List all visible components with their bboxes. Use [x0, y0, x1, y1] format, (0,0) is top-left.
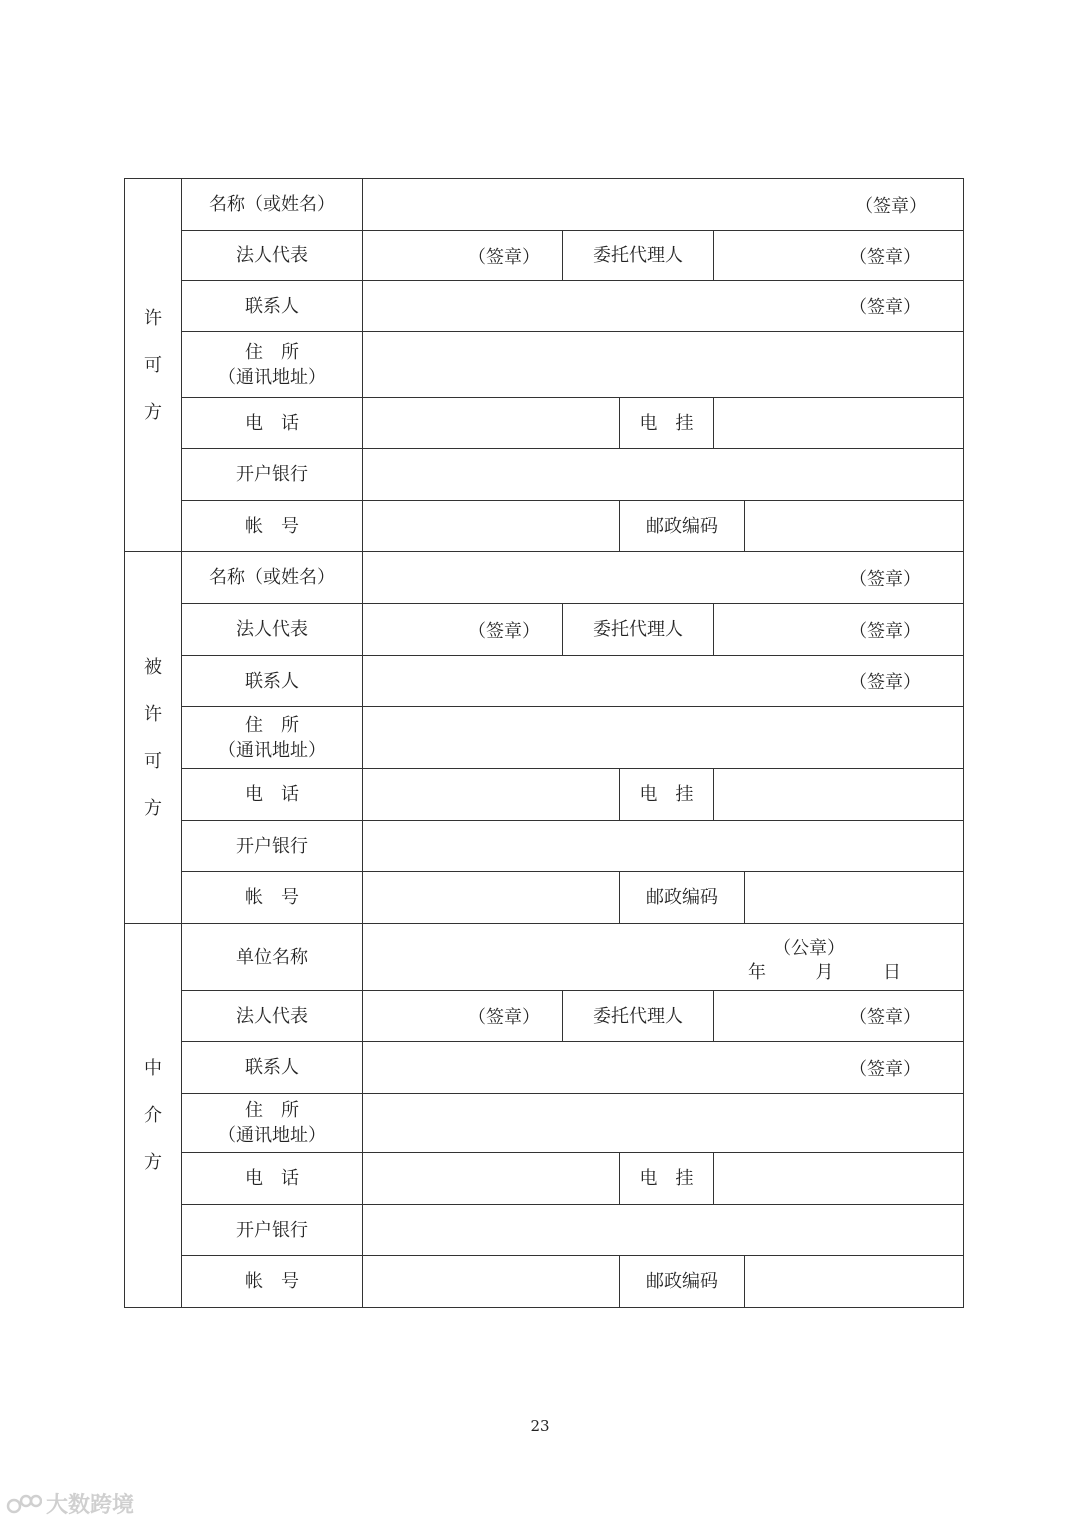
licensee-rep-row [125, 604, 964, 656]
intermediary-rep-row [125, 991, 964, 1042]
seal-text: （签章） [849, 1007, 922, 1028]
date-day: 日 [882, 962, 901, 983]
watermark-text: 大数跨境 [46, 1493, 135, 1518]
sign-date [748, 958, 901, 984]
account-label: 帐 号 [182, 501, 363, 552]
address-label-line1: 住 所 [245, 714, 299, 736]
licensor-agent-field[interactable] [714, 231, 964, 281]
seal-text: （签章） [468, 246, 540, 268]
licensor-telex-field[interactable] [714, 398, 964, 449]
licensee-account-field[interactable] [363, 872, 620, 924]
licensor-name-row [125, 179, 964, 231]
address-label-line1: 住 所 [245, 341, 299, 363]
party-char: 介 [144, 1105, 162, 1126]
seal-text: （签章） [849, 297, 922, 318]
licensor-bank-row [125, 449, 964, 501]
seal-text: （签章） [855, 195, 928, 217]
bank-label: 开户银行 [182, 1205, 363, 1256]
licensor-contact-field[interactable] [363, 281, 964, 332]
intermediary-address-field[interactable] [363, 1094, 964, 1153]
contact-label: 联系人 [182, 281, 363, 332]
official-seal-text: （公章） [773, 938, 846, 959]
date-year: 年 [748, 962, 766, 983]
licensor-legal-rep-field[interactable] [363, 231, 563, 281]
party-char: 方 [144, 797, 162, 819]
telex-label: 电 挂 [620, 1153, 714, 1205]
party-char: 可 [144, 750, 162, 772]
intermediary-postcode-field[interactable] [745, 1256, 964, 1308]
party-char: 被 [144, 656, 162, 678]
licensor-bank-field[interactable] [363, 449, 964, 501]
seal-text: （签章） [849, 246, 922, 268]
intermediary-phone-row [125, 1153, 964, 1205]
licensor-postcode-field[interactable] [745, 501, 964, 552]
licensee-legal-rep-field[interactable] [363, 604, 563, 656]
licensee-account-row [125, 872, 964, 924]
licensor-rep-row [125, 231, 964, 281]
intermediary-bank-row [125, 1205, 964, 1256]
licensee-address-row [125, 707, 964, 769]
address-label-line2: （通讯地址） [218, 1125, 326, 1146]
party-char: 许 [144, 307, 162, 329]
licensee-address-field[interactable] [363, 707, 964, 769]
phone-label: 电 话 [182, 769, 363, 821]
intermediary-name-field[interactable] [363, 924, 964, 991]
licensee-name-field[interactable] [363, 552, 964, 604]
postcode-label: 邮政编码 [620, 1256, 745, 1308]
contact-label: 联系人 [182, 1042, 363, 1094]
licensee-bank-field[interactable] [363, 821, 964, 872]
intermediary-bank-field[interactable] [363, 1205, 964, 1256]
bank-label: 开户银行 [182, 821, 363, 872]
seal-text: （签章） [468, 1007, 540, 1028]
phone-label: 电 话 [182, 398, 363, 449]
agent-label: 委托代理人 [563, 604, 714, 656]
watermark-logo-icon [6, 1491, 42, 1517]
licensee-postcode-field[interactable] [745, 872, 964, 924]
licensee-phone-field[interactable] [363, 769, 620, 821]
signature-form-table [124, 178, 964, 1308]
licensee-phone-row [125, 769, 964, 821]
seal-text: （签章） [849, 620, 922, 642]
seal-text: （签章） [849, 672, 922, 693]
party-char: 可 [144, 354, 162, 376]
licensor-address-field[interactable] [363, 332, 964, 398]
name-label: 名称（或姓名） [182, 552, 363, 604]
address-label-line2: （通讯地址） [218, 739, 326, 761]
intermediary-contact-row [125, 1042, 964, 1094]
postcode-label: 邮政编码 [620, 501, 745, 552]
intermediary-contact-field[interactable] [363, 1042, 964, 1094]
account-label: 帐 号 [182, 872, 363, 924]
date-month: 月 [815, 962, 834, 983]
seal-text: （签章） [468, 620, 540, 642]
address-label [182, 707, 363, 769]
legal-rep-label: 法人代表 [182, 231, 363, 281]
licensor-phone-row [125, 398, 964, 449]
party-char: 方 [144, 1152, 162, 1173]
agent-label: 委托代理人 [563, 991, 714, 1042]
licensee-telex-field[interactable] [714, 769, 964, 821]
licensee-party-cell [125, 552, 182, 924]
postcode-label: 邮政编码 [620, 872, 745, 924]
party-char: 方 [144, 401, 162, 423]
watermark [6, 1488, 134, 1519]
intermediary-account-row [125, 1256, 964, 1308]
party-char: 许 [144, 703, 162, 725]
licensor-name-field[interactable] [363, 179, 964, 231]
licensee-contact-field[interactable] [363, 656, 964, 707]
intermediary-party-cell [125, 924, 182, 1308]
licensee-name-row [125, 552, 964, 604]
telex-label: 电 挂 [620, 769, 714, 821]
intermediary-phone-field[interactable] [363, 1153, 620, 1205]
address-label-line2: （通讯地址） [218, 366, 326, 388]
licensee-contact-row [125, 656, 964, 707]
intermediary-address-row [125, 1094, 964, 1153]
intermediary-telex-field[interactable] [714, 1153, 964, 1205]
licensor-contact-row [125, 281, 964, 332]
seal-text: （签章） [849, 568, 922, 590]
licensee-bank-row [125, 821, 964, 872]
seal-text: （签章） [849, 1058, 922, 1080]
party-char: 中 [144, 1058, 162, 1079]
intermediary-legal-rep-field[interactable] [363, 991, 563, 1042]
licensor-account-row [125, 501, 964, 552]
licensor-party-cell [125, 179, 182, 552]
address-label [182, 332, 363, 398]
licensor-phone-field[interactable] [363, 398, 620, 449]
bank-label: 开户银行 [182, 449, 363, 501]
intermediary-agent-field[interactable] [714, 991, 964, 1042]
intermediary-name-row [125, 924, 964, 991]
contact-label: 联系人 [182, 656, 363, 707]
telex-label: 电 挂 [620, 398, 714, 449]
agent-label: 委托代理人 [563, 231, 714, 281]
intermediary-account-field[interactable] [363, 1256, 620, 1308]
page-number: 23 [530, 1417, 550, 1435]
licensor-address-row [125, 332, 964, 398]
legal-rep-label: 法人代表 [182, 991, 363, 1042]
legal-rep-label: 法人代表 [182, 604, 363, 656]
licensor-account-field[interactable] [363, 501, 620, 552]
name-label: 名称（或姓名） [182, 179, 363, 231]
account-label: 帐 号 [182, 1256, 363, 1308]
unit-name-label: 单位名称 [182, 924, 363, 991]
phone-label: 电 话 [182, 1153, 363, 1205]
address-label-line1: 住 所 [245, 1100, 299, 1121]
address-label [182, 1094, 363, 1153]
licensee-agent-field[interactable] [714, 604, 964, 656]
